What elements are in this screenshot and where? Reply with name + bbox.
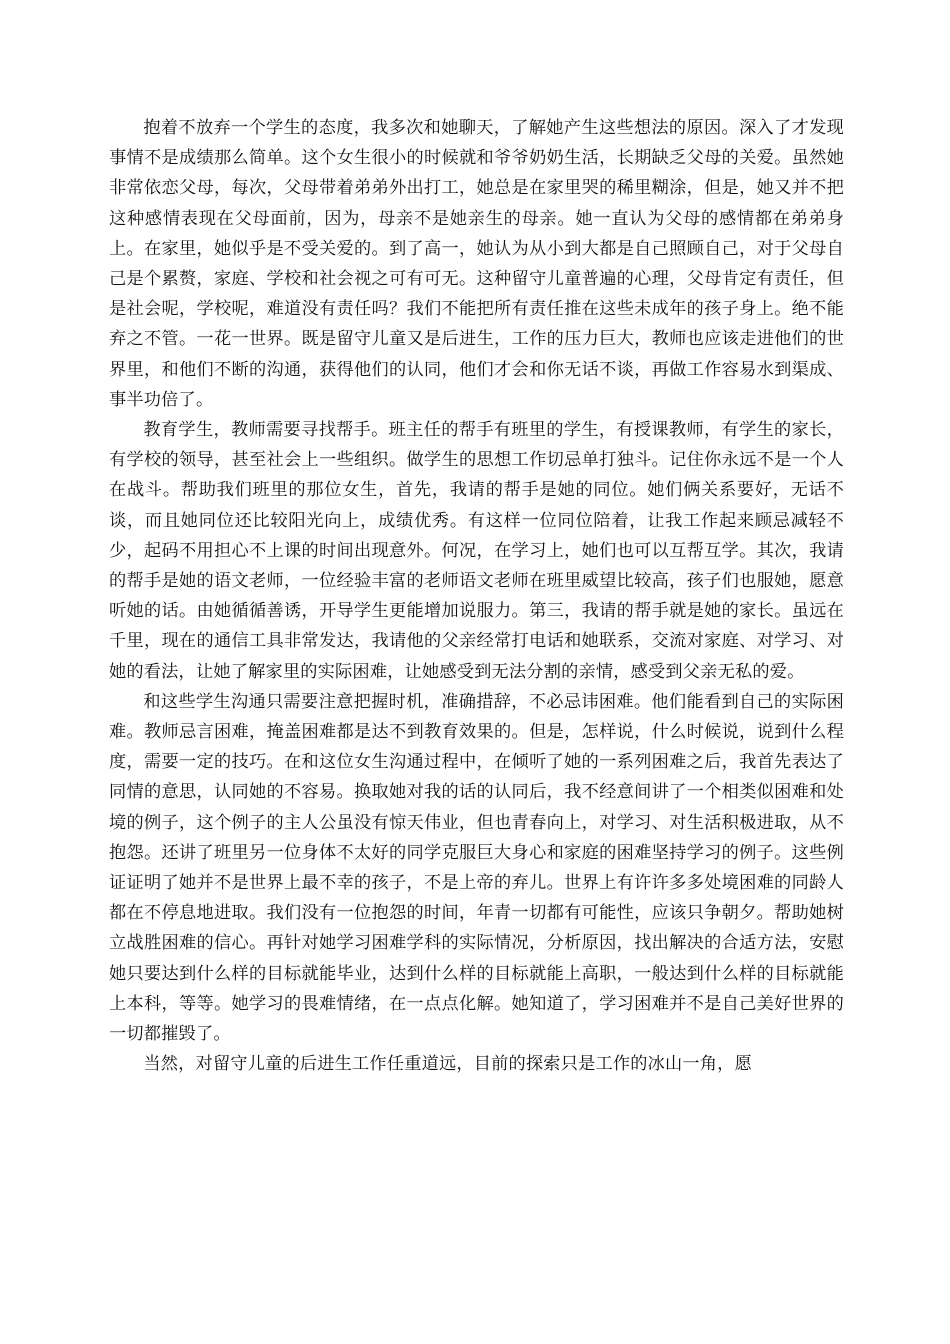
paragraph: 和这些学生沟通只需要注意把握时机，准确措辞，不必忌讳困难。他们能看到自己的实际困难。教师忌言困难，掩盖困难都是达不到教育效果的。但是，怎样说，什么时候说，说到什么程度，需要一定的技巧。在和这位女生沟通过程中，在倾听了她的一系列困难之后，我首先表达了同情的意思，认同她的不容易。换取她对我的话的认同后，我不经意间讲了一个相类似困难和处境的例子，这个例子的主人公虽没有惊天伟业，但也青春向上，对学习、对生活积极进取，从不抱怨。还讲了班里另一位身体不太好的同学克服巨大身心和家庭的困难坚持学习的例子。这些例证证明了她并不是世界上最不幸的孩子，不是上帝的弃儿。世界上有许许多多处境困难的同龄人都在不停息地进取。我们没有一位抱怨的时间，年青一切都有可能性，应该只争朝夕。帮助她树立战胜困难的信心。再针对她学习困难学科的实际情况，分析原因，找出解决的合适方法，安慰她只要达到什么样的目标就能毕业，达到什么样的目标就能上高职，一般达到什么样的目标就能上本科，等等。她学习的畏难情绪，在一点点化解。她知道了，学习困难并不是自己美好世界的一切都摧毁了。: [109, 691, 844, 1045]
paragraph: 当然，对留守儿童的后进生工作任重道远，目前的探索只是工作的冰山一角，愿: [143, 1054, 752, 1075]
body-text: [109, 113, 844, 1080]
paragraph: 抱着不放弃一个学生的态度，我多次和她聊天，了解她产生这些想法的原因。深入了才发现事情不是成绩那么简单。这个女生很小的时候就和爷爷奶奶生活，长期缺乏父母的关爱。虽然她非常依恋父母，每次，父母带着弟弟外出打工，她总是在家里哭的稀里糊涂，但是，她又并不把这种感情表现在父母面前，因为，母亲不是她亲生的母亲。她一直认为父母的感情都在弟弟身上。在家里，她似乎是不受关爱的。到了高一，她认为从小到大都是自己照顾自己，对于父母自己是个累赘，家庭、学校和社会视之可有可无。这种留守儿童普遍的心理，父母肯定有责任，但是社会呢，学校呢，难道没有责任吗？我们不能把所有责任推在这些未成年的孩子身上。绝不能弃之不管。一花一世界。既是留守儿童又是后进生，工作的压力巨大，教师也应该走进他们的世界里，和他们不断的沟通，获得他们的认同，他们才会和你无话不谈，再做工作容易水到渠成、事半功倍了。: [109, 118, 844, 410]
paragraph: 教育学生，教师需要寻找帮手。班主任的帮手有班里的学生，有授课教师，有学生的家长，有学校的领导，甚至社会上一些组织。做学生的思想工作切忌单打独斗。记住你永远不是一个人在战斗。帮助我们班里的那位女生，首先，我请的帮手是她的同位。她们俩关系要好，无话不谈，而且她同位还比较阳光向上，成绩优秀。有这样一位同位陪着，让我工作起来顾忌减轻不少，起码不用担心不上课的时间出现意外。何况，在学习上，她们也可以互帮互学。其次，我请的帮手是她的语文老师，一位经验丰富的老师语文老师在班里威望比较高，孩子们也服她，愿意听她的话。由她循循善诱，开导学生更能增加说服力。第三，我请的帮手就是她的家长。虽远在千里，现在的通信工具非常发达，我请他的父亲经常打电话和她联系，交流对家庭、对学习、对她的看法，让她了解家里的实际困难，让她感受到无法分割的亲情，感受到父亲无私的爱。: [109, 420, 844, 682]
